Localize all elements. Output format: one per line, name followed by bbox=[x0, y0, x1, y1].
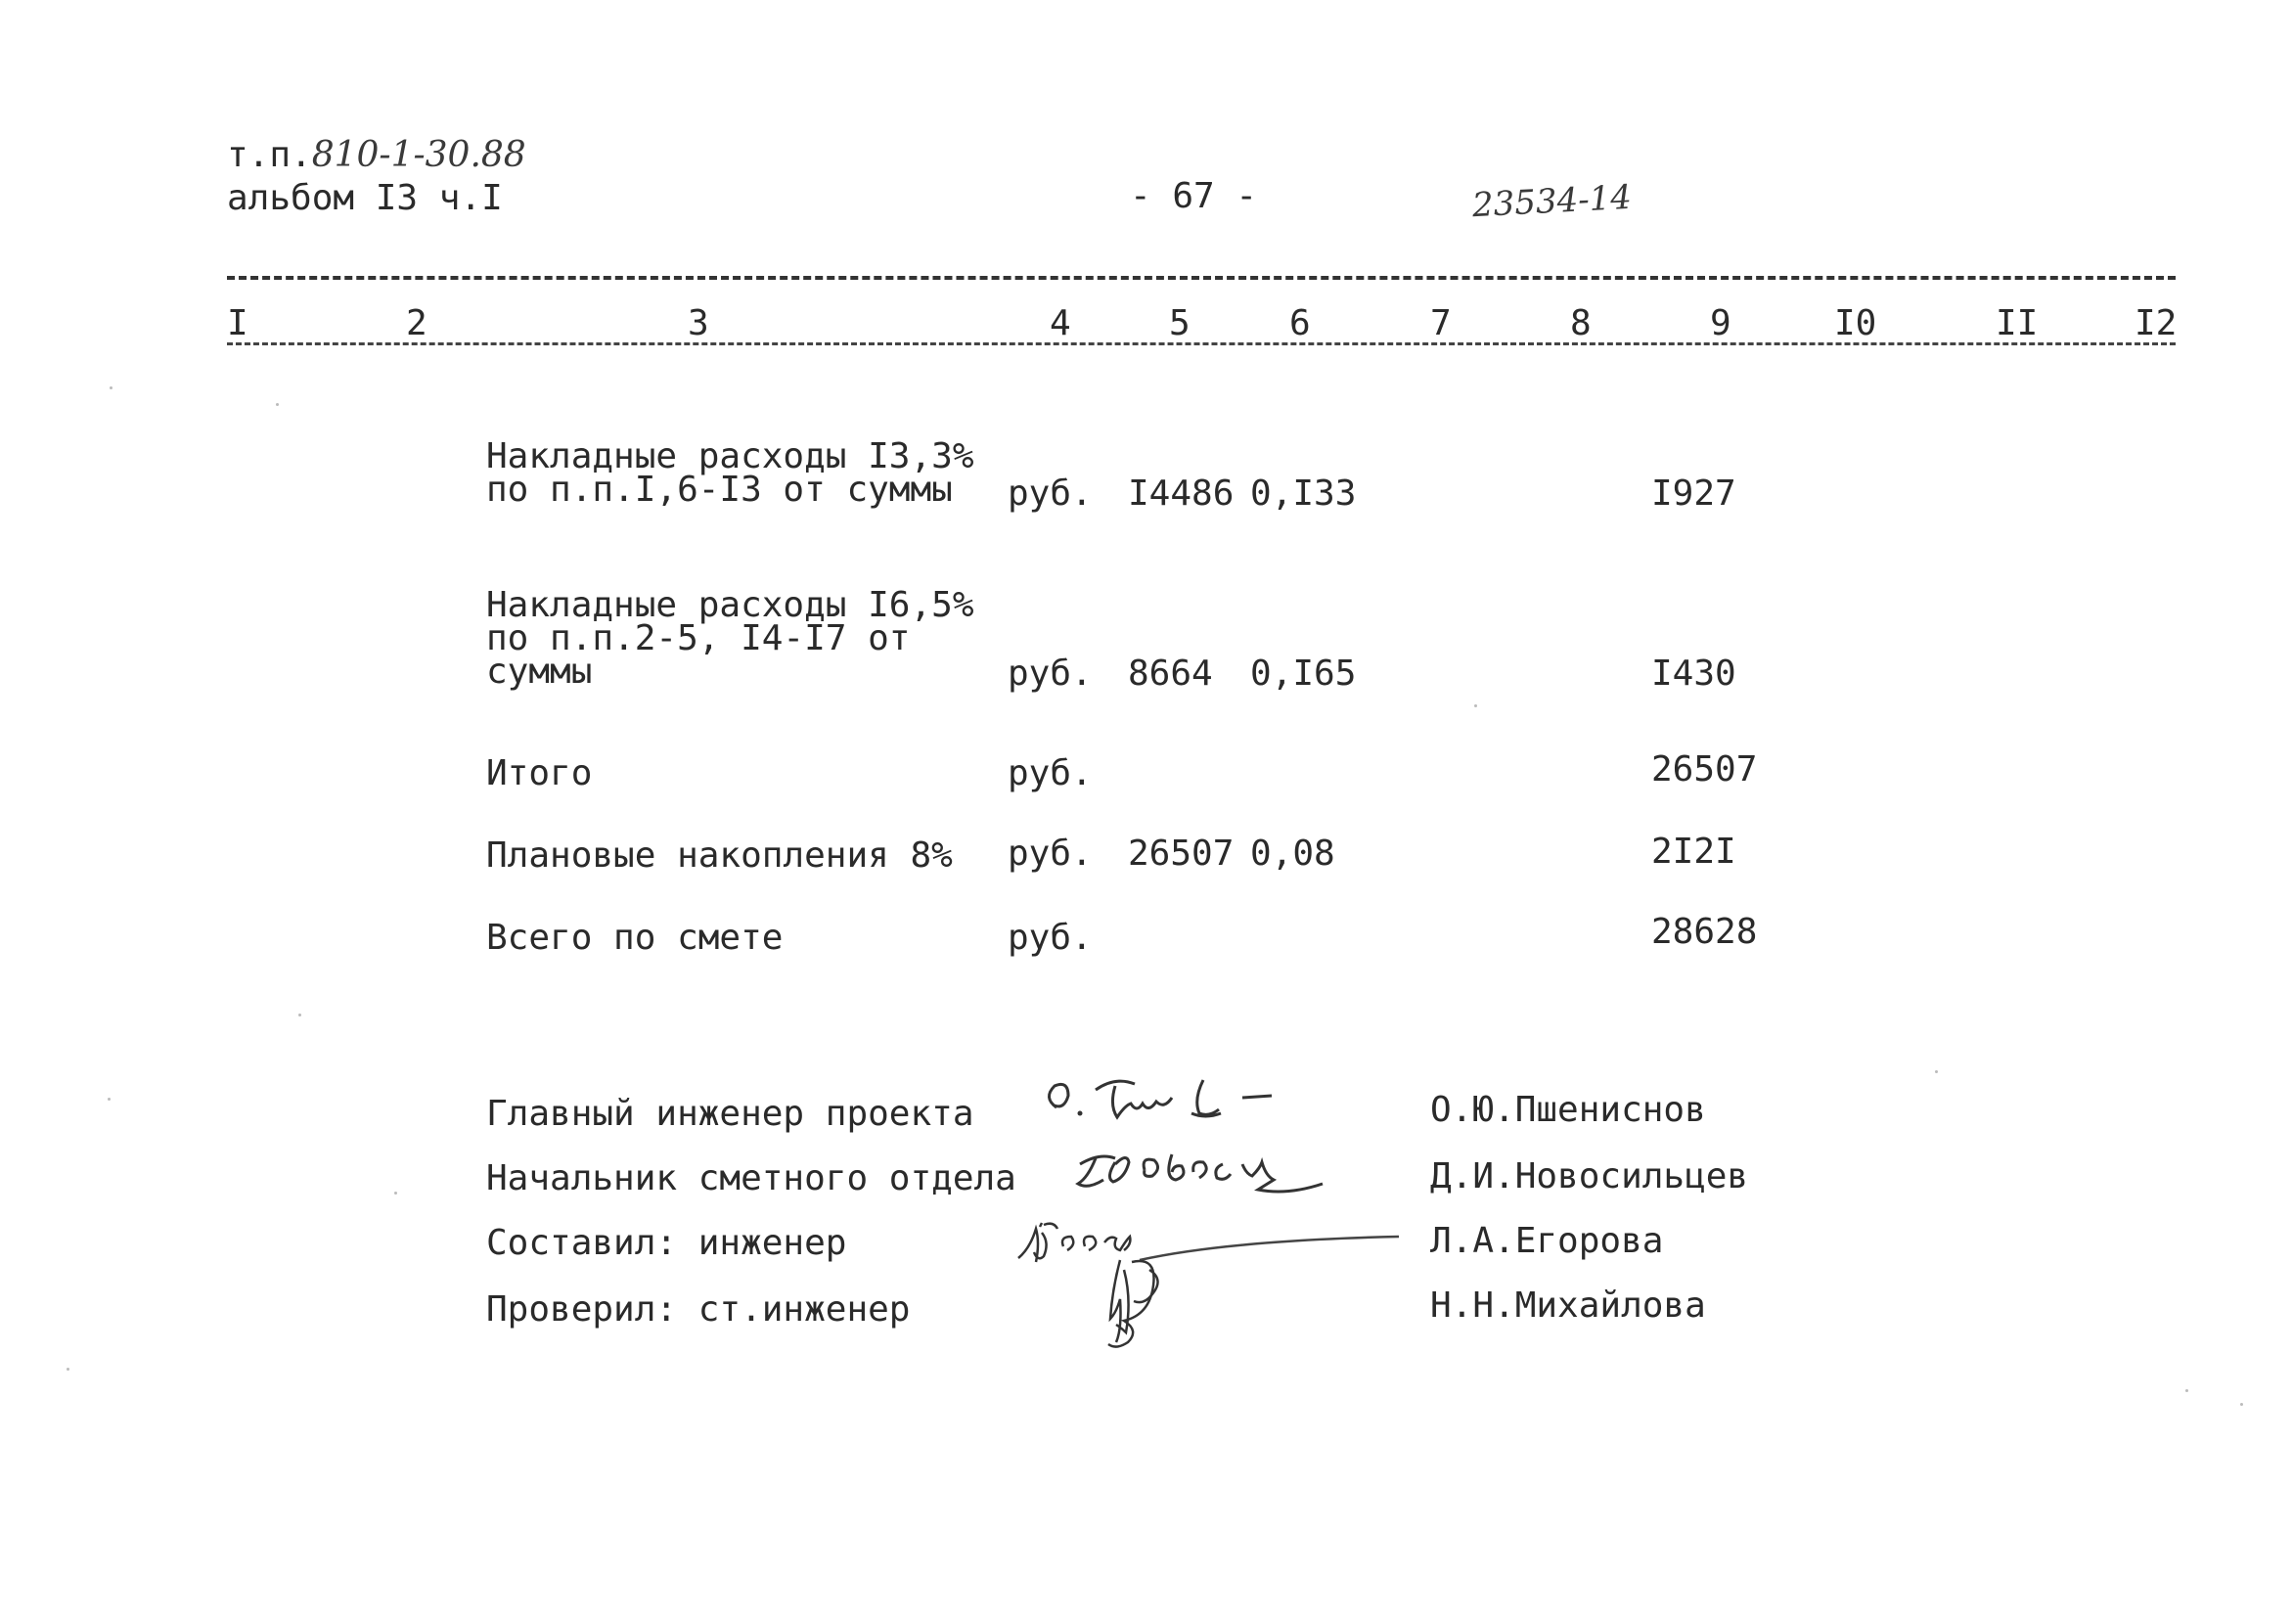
scan-speck bbox=[108, 1098, 111, 1101]
scan-speck bbox=[1474, 704, 1477, 707]
doc-code-handwritten: 23534-14 bbox=[1471, 177, 1633, 226]
row-description-line: по п.п.I,6-I3 от суммы bbox=[486, 470, 953, 510]
row-base: I4486 bbox=[1128, 474, 1235, 514]
col-number-8: 8 bbox=[1570, 303, 1592, 343]
scan-speck bbox=[394, 1192, 397, 1195]
row-description-line: Плановые накопления 8% bbox=[486, 835, 953, 876]
row-description-line: по п.п.2-5, I4-I7 от bbox=[486, 618, 911, 658]
signature-role: Составил: инженер bbox=[486, 1223, 847, 1263]
page-number: - 67 - bbox=[1130, 176, 1258, 216]
row-total: I927 bbox=[1651, 474, 1736, 514]
row-unit: руб. bbox=[1008, 474, 1093, 514]
col-number-1: I bbox=[227, 303, 248, 343]
col-number-6: 6 bbox=[1289, 303, 1311, 343]
row-base: 26507 bbox=[1128, 834, 1235, 874]
row-total: 28628 bbox=[1651, 912, 1758, 952]
row-base: 8664 bbox=[1128, 654, 1213, 694]
row-description-line: Накладные расходы I3,3% bbox=[486, 436, 974, 476]
signature-compiler-and-checker bbox=[1003, 1213, 1414, 1384]
row-coefficient: 0,08 bbox=[1250, 834, 1335, 874]
scan-speck bbox=[298, 1014, 301, 1016]
project-reference bbox=[227, 135, 526, 175]
row-total: I430 bbox=[1651, 654, 1736, 694]
scan-speck bbox=[1935, 1070, 1938, 1073]
row-unit: руб. bbox=[1008, 918, 1093, 958]
col-number-5: 5 bbox=[1169, 303, 1191, 343]
column-number-underline bbox=[227, 342, 2176, 345]
row-unit: руб. bbox=[1008, 654, 1093, 694]
row-unit: руб. bbox=[1008, 834, 1093, 874]
scan-speck bbox=[110, 386, 112, 389]
col-number-12: I2 bbox=[2135, 303, 2178, 343]
scan-speck bbox=[67, 1368, 69, 1371]
row-description-line: Всего по смете bbox=[486, 918, 784, 958]
row-description-line: Накладные расходы I6,5% bbox=[486, 585, 974, 625]
album-label: альбом I3 ч.I bbox=[227, 178, 503, 218]
col-number-11: II bbox=[1996, 303, 2039, 343]
signature-role: Проверил: ст.инженер bbox=[486, 1289, 911, 1330]
row-description-line: Итого bbox=[486, 753, 593, 793]
signature-name: Д.И.Новосильцев bbox=[1430, 1156, 1749, 1196]
header-separator bbox=[227, 276, 2176, 280]
signature-role: Начальник сметного отдела bbox=[486, 1158, 1016, 1198]
signature-name: Н.Н.Михайлова bbox=[1430, 1286, 1706, 1326]
row-description-line: суммы bbox=[486, 652, 593, 692]
col-number-2: 2 bbox=[406, 303, 427, 343]
row-coefficient: 0,I33 bbox=[1250, 474, 1357, 514]
col-number-3: 3 bbox=[688, 303, 709, 343]
scan-speck bbox=[276, 403, 279, 406]
signature-chief-engineer bbox=[1037, 1066, 1330, 1135]
signature-estimate-head bbox=[1066, 1135, 1350, 1203]
col-number-7: 7 bbox=[1430, 303, 1452, 343]
row-unit: руб. bbox=[1008, 753, 1093, 793]
tp-number-handwritten: 810-1-30.88 bbox=[311, 135, 526, 175]
scan-speck bbox=[2240, 1403, 2243, 1406]
col-number-4: 4 bbox=[1050, 303, 1071, 343]
row-coefficient: 0,I65 bbox=[1250, 654, 1357, 694]
col-number-9: 9 bbox=[1710, 303, 1731, 343]
signature-name: Л.А.Егорова bbox=[1430, 1221, 1664, 1261]
scan-speck bbox=[2185, 1389, 2188, 1392]
tp-prefix: т.п. bbox=[227, 135, 312, 175]
signature-name: О.Ю.Пшениснов bbox=[1430, 1090, 1706, 1130]
row-total: 2I2I bbox=[1651, 832, 1736, 872]
signature-role: Главный инженер проекта bbox=[486, 1094, 974, 1134]
col-number-10: I0 bbox=[1834, 303, 1877, 343]
row-total: 26507 bbox=[1651, 749, 1758, 789]
